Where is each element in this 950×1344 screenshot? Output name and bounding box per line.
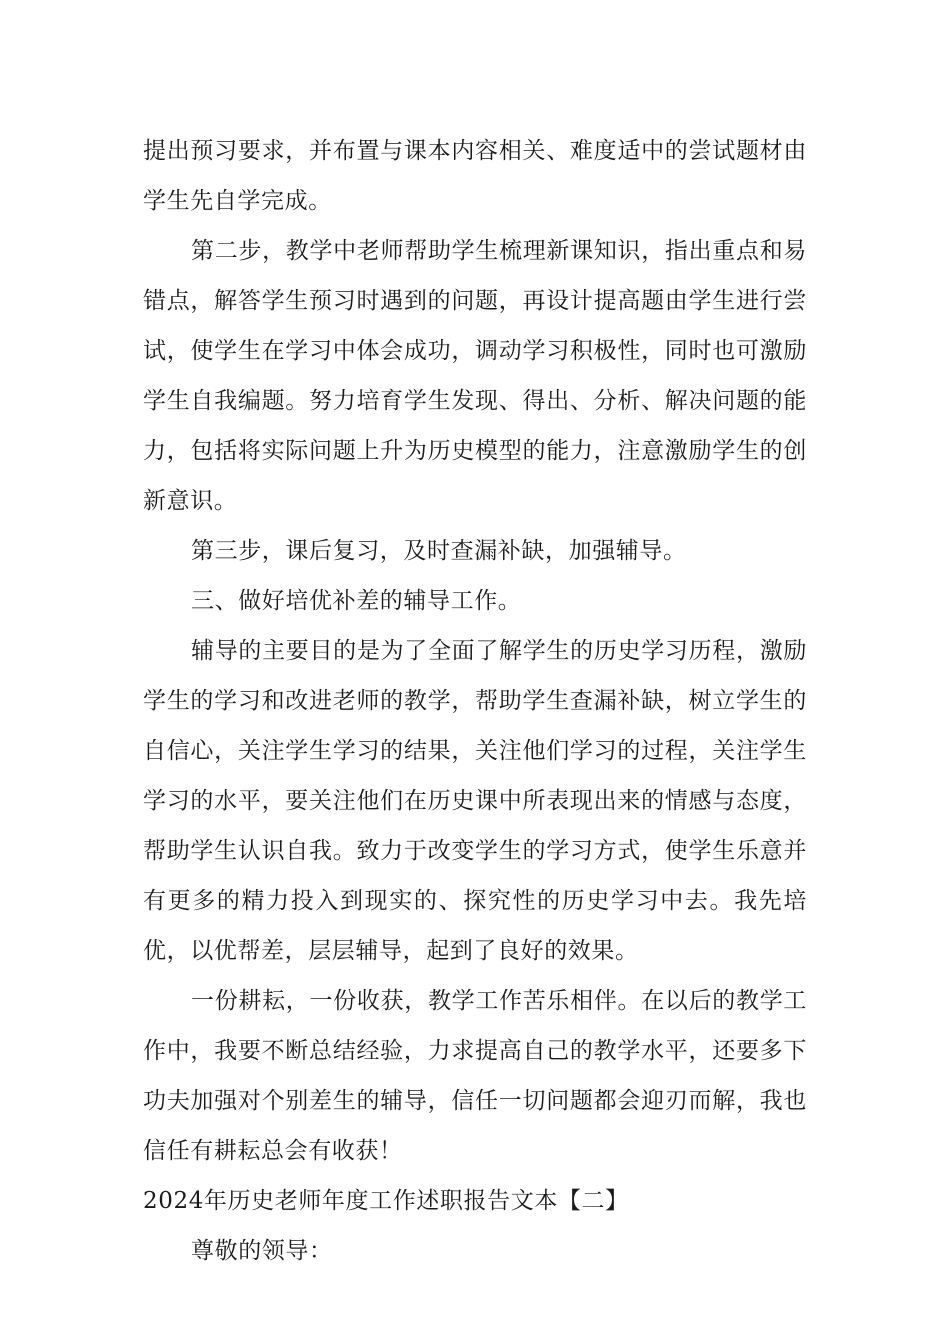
report-title: 2024年历史老师年度工作述职报告文本【二】 (143, 1188, 629, 1214)
paragraph-conclusion: 一份耕耘，一份收获，教学工作苦乐相伴。在以后的教学工作中，我要不断总结经验，力求提高自己的教学水平，还要多下功夫加强对个别差生的辅导，信任一切问题都会迎刃而解，我也信任有耕耘总会有收获！ (143, 988, 807, 1164)
paragraph-tutoring: 辅导的主要目的是为了全面了解学生的历史学习历程，激励学生的学习和改进老师的教学，帮助学生查漏补缺，树立学生的自信心，关注学生学习的结果，关注他们学习的过程，关注学生学习的水平，要关注他们在历史课中所表现出来的情感与态度，帮助学生认识自我。致力于改变学生的学习方式，使学生乐意并有更多的精力投入到现实的、探究性的历史学习中去。我先培优，以优帮差，层层辅导，起到了良好的效果。 (143, 638, 807, 964)
document-body (143, 126, 807, 1276)
section-heading-tutoring: 三、做好培优补差的辅导工作。 (191, 588, 522, 614)
paragraph-step-two: 第二步，教学中老师帮助学生梳理新课知识，指出重点和易错点，解答学生预习时遇到的问题，再设计提高题由学生进行尝试，使学生在学习中体会成功，调动学习积极性，同时也可激励学生自我编题。努力培育学生发现、得出、分析、解决问题的能力，包括将实际问题上升为历史模型的能力，注意激励学生的创新意识。 (143, 238, 807, 514)
paragraph-step-three: 第三步，课后复习，及时查漏补缺，加强辅导。 (191, 538, 687, 564)
salutation: 尊敬的领导： (191, 1238, 333, 1264)
paragraph-continuation: 提出预习要求，并布置与课本内容相关、难度适中的尝试题材由学生先自学完成。 (143, 138, 807, 214)
